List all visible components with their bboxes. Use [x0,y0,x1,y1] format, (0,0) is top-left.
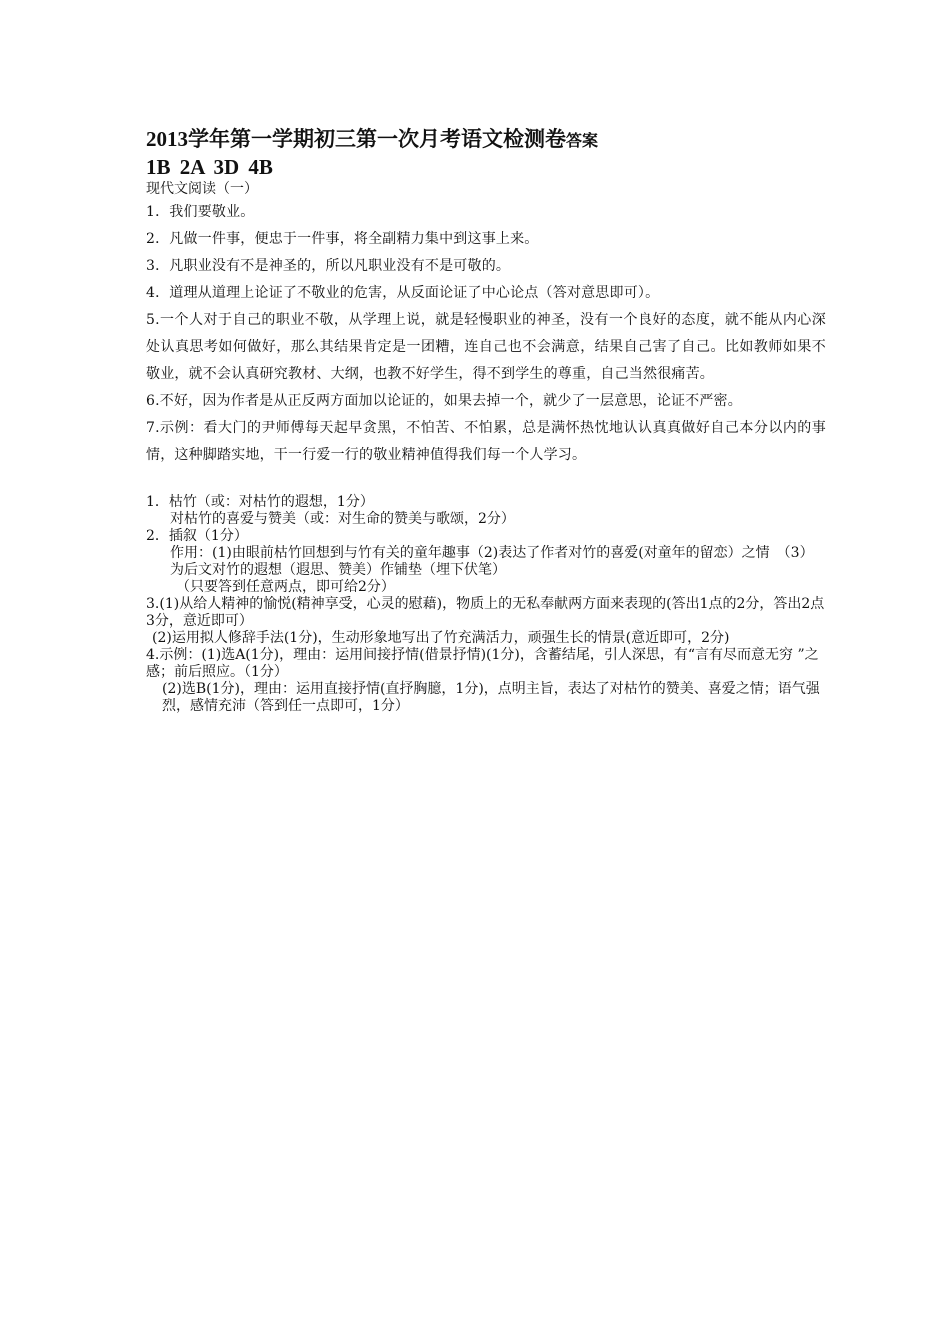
section1-answer-5: 5.一个人对于自己的职业不敬，从学理上说，就是轻慢职业的神圣，没有一个良好的态度，就不能从内心深处认真思考如何做好，那么其结果肯定是一团糟，连自己也不会满意，结果自己害了自己。比如教师如果不敬业，就不会认真研究教材、大纲，也教不好学生，得不到学生的尊重，自己当然很痛苦。 [146,312,826,382]
section2-answer-3: 3.(1)从给人精神的愉悦(精神享受，心灵的慰藉)，物质上的无私奉献两方面来表现的(答出1点的2分，答出2点3分，意近即可） [146,596,825,629]
section2-answer-1b: 对枯竹的喜爱与赞美（或：对生命的赞美与歌颂，2分） [170,511,515,527]
answer-sheet [146,126,826,715]
section1-answer-1: 1．我们要敬业。 [146,204,255,220]
section2-answer-1: 1．枯竹（或：对枯竹的遐想，1分） [146,494,374,510]
section1-answer-3: 3．凡职业没有不是神圣的，所以凡职业没有不是可敬的。 [146,258,511,274]
section2-answer-4: 4.示例：(1)选A(1分)，理由：运用间接抒情(借景抒情)(1分)，含蓄结尾，引人深思，有“言有尽而意无穷 ”之感；前后照应。（1分） [146,647,819,680]
section1-answer-4: 4．道理从道理上论证了不敬业的危害，从反面论证了中心论点（答对意思即可）。 [146,285,660,301]
title-suffix: 答案 [566,133,599,150]
title-main: 2013学年第一学期初三第一次月考语文检测卷 [146,127,566,151]
multiple-choice-answers: 1B 2A 3D 4B [146,155,273,179]
section1-answer-6: 6.不好，因为作者是从正反两方面加以论证的，如果去掉一个，就少了一层意思，论证不严密。 [146,393,742,409]
section1-answer-7: 7.示例：看大门的尹师傅每天起早贪黑，不怕苦、不怕累，总是满怀热忱地认认真真做好自己本分以内的事情，这种脚踏实地，干一行爱一行的敬业精神值得我们每一个人学习。 [146,420,826,463]
page-title [146,126,826,155]
section1-answer-2: 2．凡做一件事，便忠于一件事，将全副精力集中到这事上来。 [146,231,539,247]
section2-answer-2: 2．插叙（1分） [146,528,248,544]
section2-answer-2-note: （只要答到任意两点，即可给2分） [176,579,395,595]
section2-answer-3b: (2)运用拟人修辞手法(1分)，生动形象地写出了竹充满活力，顽强生长的情景(意近即可，2分) [152,630,730,646]
section2-answer-2-effect: 作用：(1)由眼前枯竹回想到与竹有关的童年趣事（2)表达了作者对竹的喜爱(对童年的留恋）之情 （3）为后文对竹的遐想（遐思、赞美）作铺垫（埋下伏笔） [170,545,814,578]
section1-heading: 现代文阅读（一） [146,181,258,197]
section2-answer-4b: (2)选B(1分)，理由：运用直接抒情(直抒胸臆，1分)，点明主旨，表达了对枯竹的赞美、喜爱之情；语气强烈，感情充沛（答到任一点即可，1分） [162,681,820,714]
